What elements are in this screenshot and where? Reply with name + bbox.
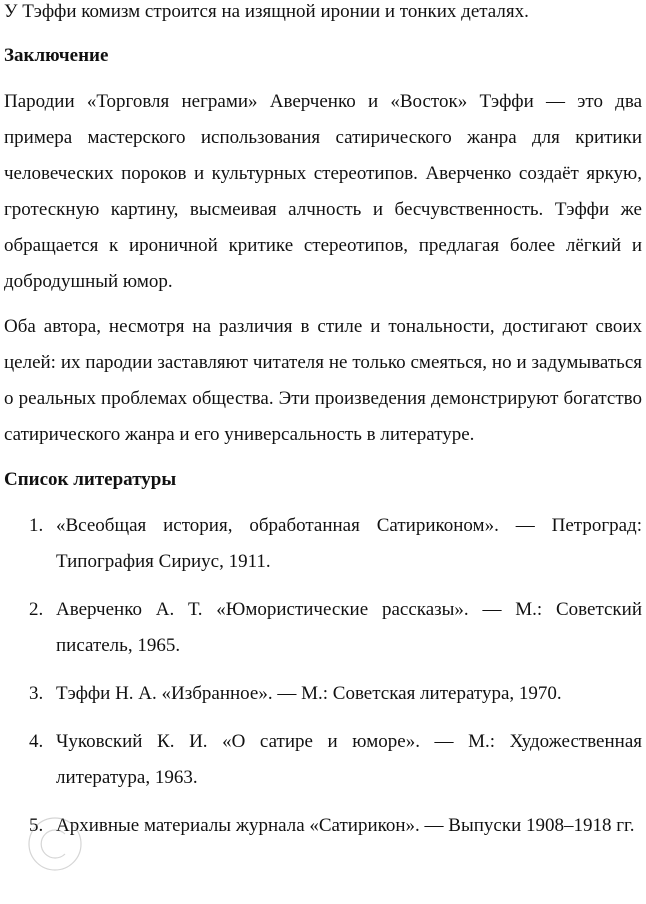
item-number: 5. [29,815,44,836]
intro-line: У Тэффи комизм строится на изящной иронии и тонких деталях. [4,1,529,22]
item-text: Чуковский К. И. «О сатире и юморе». — М.: Художественная литература, 1963. [56,731,642,788]
item-number: 1. [29,515,44,536]
list-item [4,592,642,664]
references-heading: Список литературы [4,469,177,490]
item-text: Тэффи Н. А. «Избранное». — М.: Советская литература, 1970. [56,683,562,704]
item-number: 2. [29,599,44,620]
item-text: Аверченко А. Т. «Юмористические рассказы». — М.: Советский писатель, 1965. [56,599,642,656]
conclusion-paragraph: Оба автора, несмотря на различия в стиле и тональности, достигают своих целей: их пародии заставляют читателя не только смеяться, но и задумываться о реальных проблемах общества. Эти произведения демонстрируют богатство сатирического жанра и его универсальность в литературе. [4,316,642,445]
item-number: 4. [29,731,44,752]
conclusion-paragraph: Пародии «Торговля неграми» Аверченко и «Восток» Тэффи — это два примера мастерского использования сатирического жанра для критики человеческих пороков и культурных стереотипов. Аверченко создаёт яркую, гротескную картину, высмеивая алчность и бесчувственность. Тэффи же обращается к ироничной критике стереотипов, предлагая более лёгкий и добродушный юмор. [4,91,642,292]
document [4,0,642,844]
list-item [4,808,642,844]
list-item [4,508,642,580]
item-text: Архивные материалы журнала «Сатирикон». — Выпуски 1908–1918 гг. [56,815,635,836]
list-item [4,724,642,796]
references-list [4,508,642,844]
conclusion-heading: Заключение [4,45,109,66]
list-item [4,676,642,712]
item-number: 3. [29,683,44,704]
item-text: «Всеобщая история, обработанная Сатириконом». — Петроград: Типография Сириус, 1911. [56,515,642,572]
